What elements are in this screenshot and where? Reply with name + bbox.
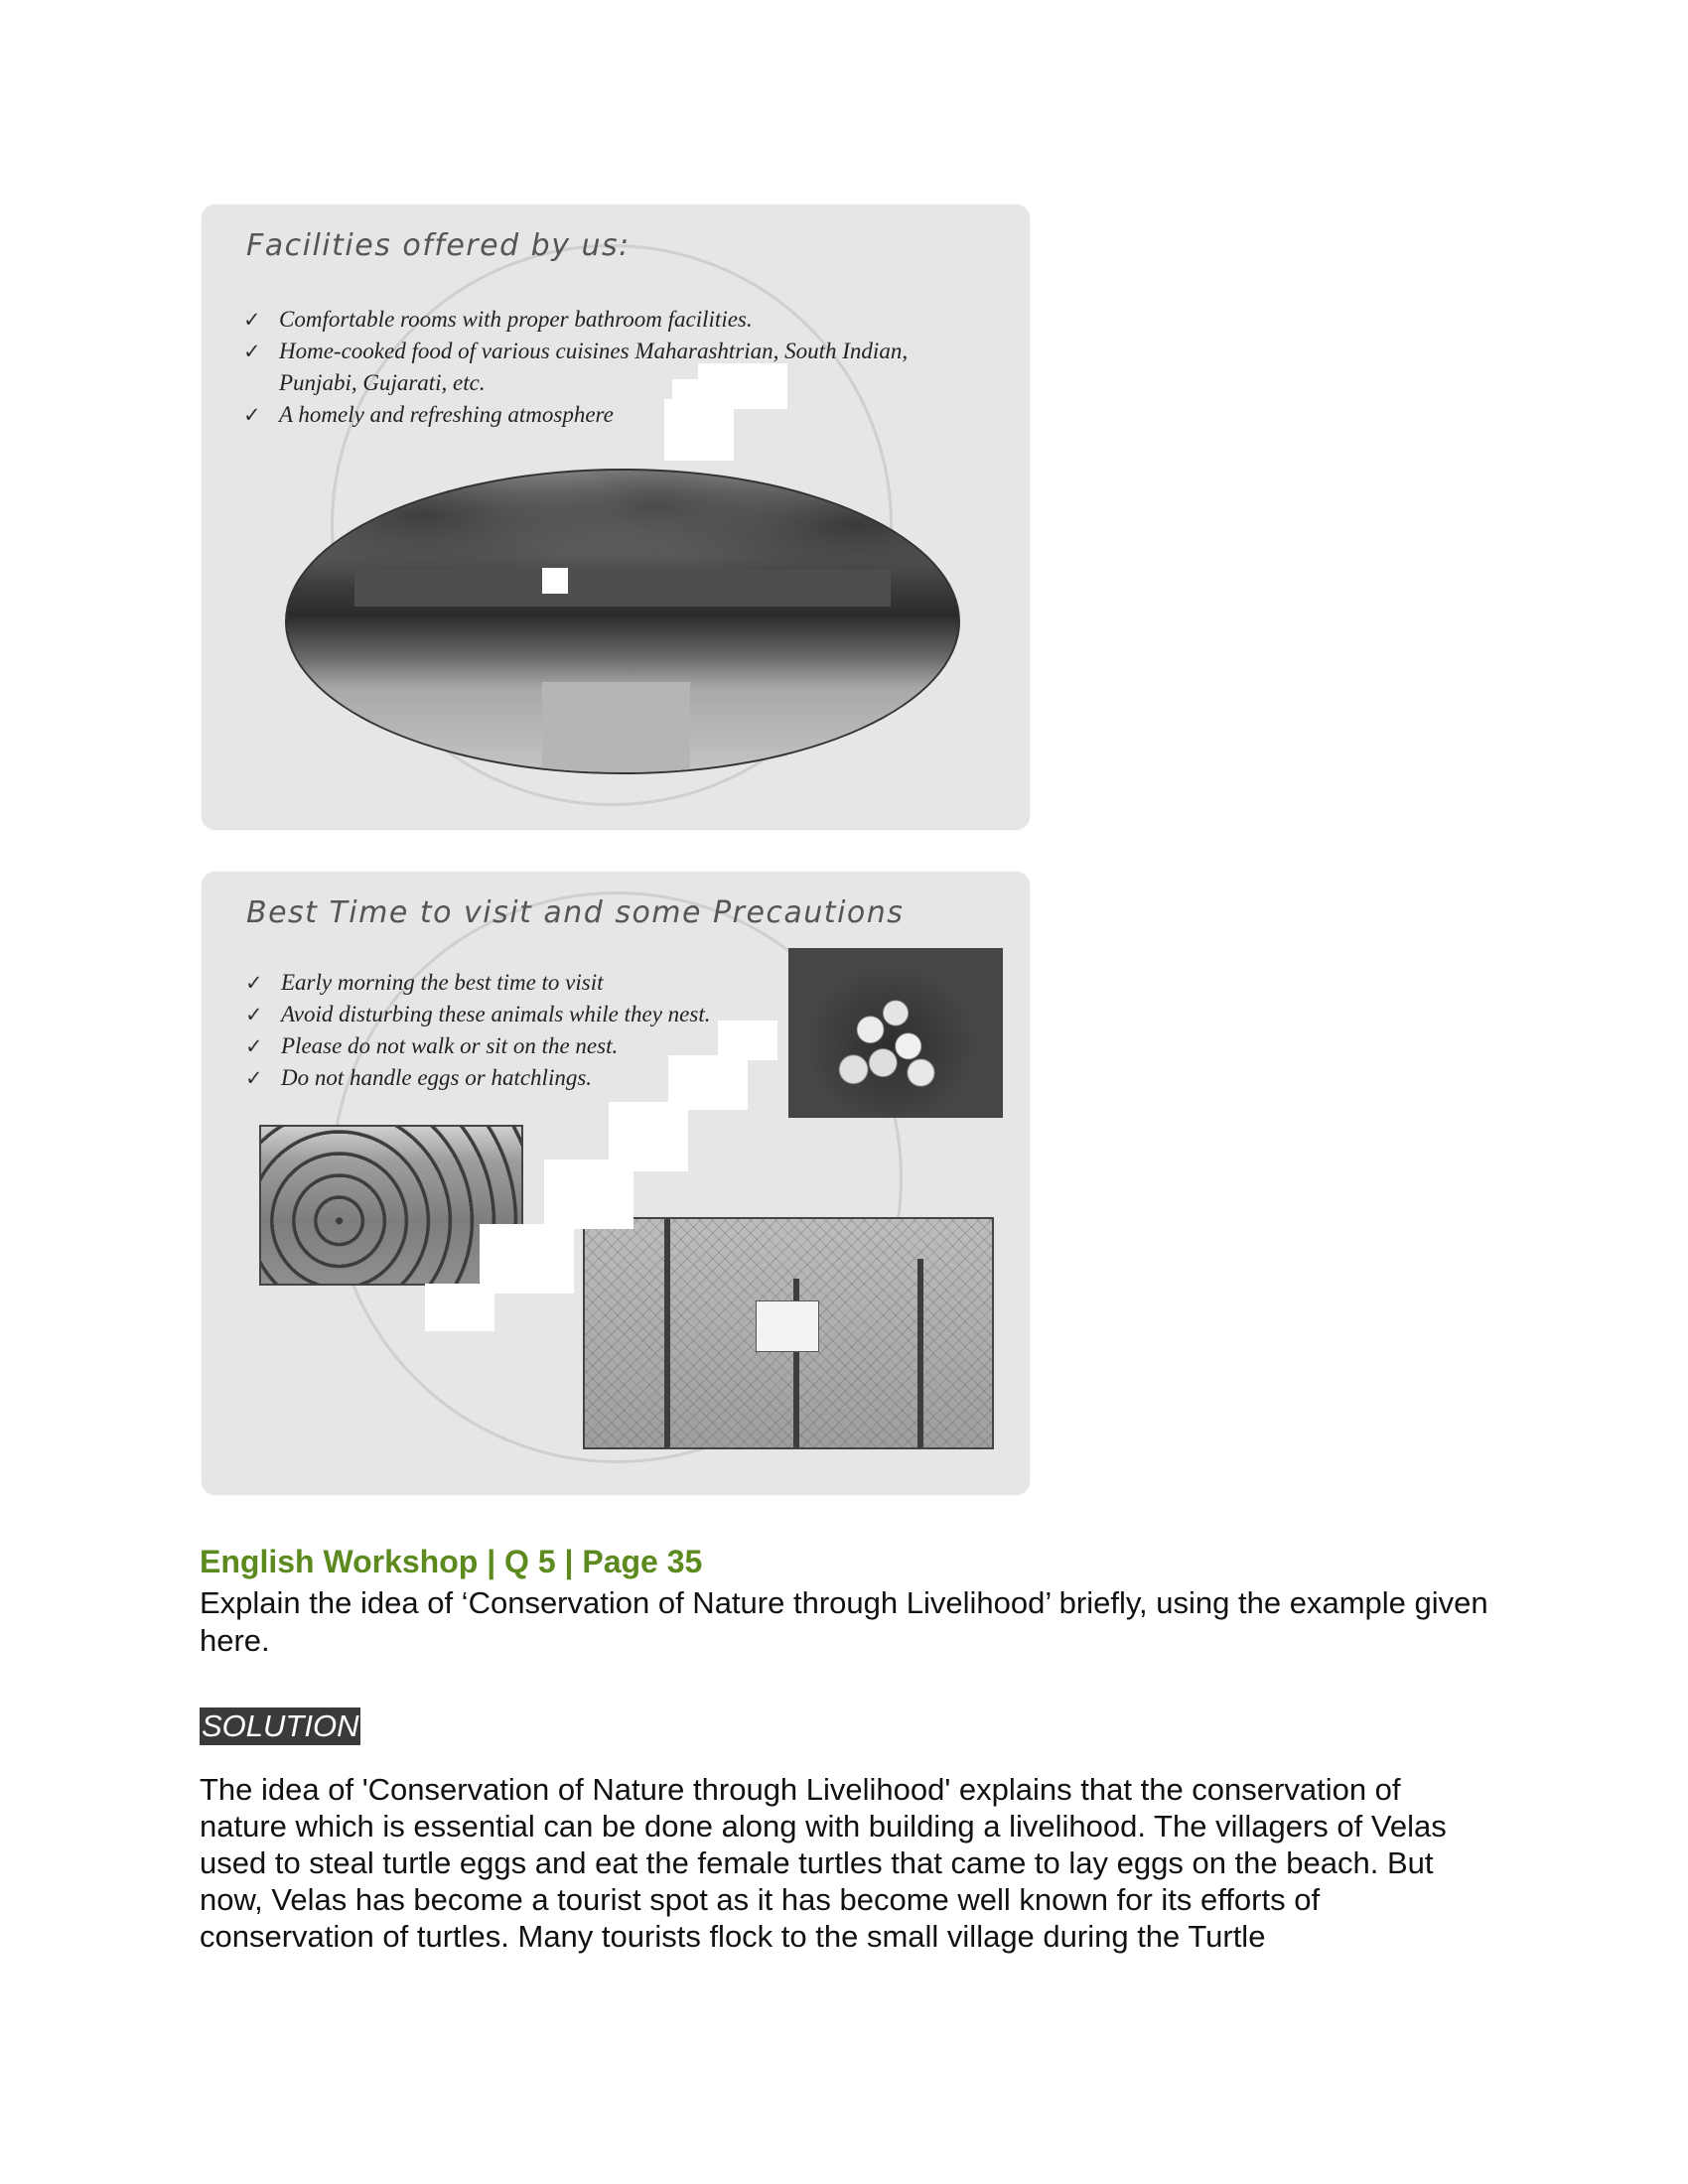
precautions-panel (202, 872, 1030, 1495)
facilities-list (243, 304, 938, 431)
list-item-text: Comfortable rooms with proper bathroom facilities. (279, 307, 753, 332)
check-icon: ✓ (243, 340, 261, 363)
list-item-text: A homely and refreshing atmosphere (279, 402, 614, 427)
list-item-text: Please do not walk or sit on the nest. (281, 1033, 619, 1058)
solution-label: SOLUTION (202, 1708, 359, 1743)
photo-pole-shape (664, 1219, 670, 1447)
check-icon: ✓ (245, 971, 263, 995)
check-icon: ✓ (245, 1066, 263, 1090)
list-item (245, 967, 801, 999)
redaction-block (544, 1160, 633, 1229)
solution-text: The idea of 'Conservation of Nature through Livelihood' explains that the conservation of nature which is essential can be done along with building a livelihood. The villagers of Velas used to steal turtle eggs and eat the female turtles that came to lay eggs on the beach. But now, Velas has become a tourist spot as it has become well known for its efforts of conservation of turtles. Many tourists flock to the small village during the Turtle (200, 1772, 1447, 1954)
precautions-title: Best Time to visit and some Precautions (246, 895, 905, 930)
redaction-block (425, 1284, 494, 1331)
photo-path-shape (542, 682, 690, 772)
question-heading: English Workshop | Q 5 | Page 35 (200, 1544, 703, 1579)
list-item (243, 304, 938, 336)
list-item-text: Do not handle eggs or hatchlings. (281, 1065, 593, 1090)
list-item-text: Early morning the best time to visit (281, 970, 604, 995)
list-item (243, 336, 938, 399)
redaction-block (542, 568, 568, 594)
check-icon: ✓ (243, 308, 261, 332)
protected-nest-photo (583, 1217, 994, 1449)
check-icon: ✓ (243, 403, 261, 427)
photo-roof-shape (354, 570, 892, 606)
question-text: Explain the idea of ‘Conservation of Nature through Livelihood’ briefly, using the example given here. (200, 1585, 1488, 1658)
redaction-block (718, 1021, 777, 1060)
list-item-text: Home-cooked food of various cuisines Maharashtrian, South Indian, Punjabi, Gujarati, etc. (279, 339, 909, 395)
turtle-eggs-photo (788, 948, 1003, 1118)
guesthouse-photo (285, 469, 960, 774)
facilities-title: Facilities offered by us: (246, 228, 631, 263)
photo-pole-shape (917, 1259, 923, 1447)
list-item (243, 399, 938, 431)
facilities-panel (202, 205, 1030, 830)
photo-signboard-shape (756, 1300, 819, 1352)
check-icon: ✓ (245, 1034, 263, 1058)
list-item-text: Avoid disturbing these animals while they nest. (281, 1002, 711, 1026)
redaction-block (664, 399, 734, 461)
check-icon: ✓ (245, 1003, 263, 1026)
